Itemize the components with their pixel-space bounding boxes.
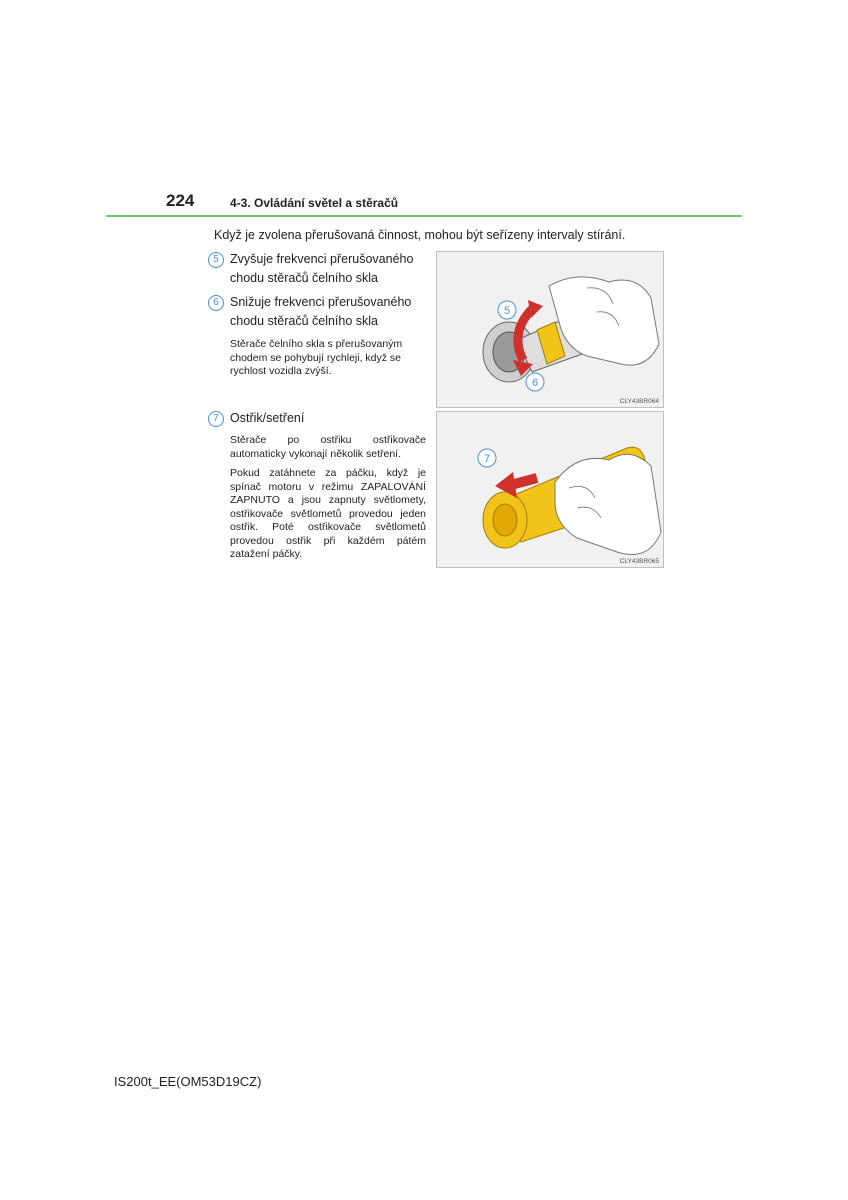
callout-number-7: 7 [208, 411, 224, 427]
callout-number-5: 5 [503, 305, 511, 317]
figure-wiper-frequency [436, 251, 664, 408]
header-rule [106, 215, 742, 217]
item-text: Snižuje frekvenci přerušovaného chodu stěračů čelního skla [230, 295, 412, 328]
footer-model-code: IS200t_EE(OM53D19CZ) [114, 1074, 262, 1089]
item-text: Zvyšuje frekvenci přerušovaného chodu stěračů čelního skla [230, 252, 414, 285]
note-washer-headlights: Pokud zatáhnete za páčku, když je spínač motoru v režimu ZAPALOVÁNÍ ZAPNUTO a jsou zapnuty světlomety, ostřikovače světlometů provedou jeden ostřik. Poté ostřikovače světlometů provedou ostřik při každém pátém zatažení páčky. [230, 467, 426, 560]
callout-number-6: 6 [208, 295, 224, 311]
page-number: 224 [166, 191, 195, 210]
item-text: Ostřik/setření [230, 411, 305, 425]
washer-lever-illustration [437, 412, 663, 567]
note-speed: Stěrače čelního skla s přerušovaným chodem se pohybují rychleji, když se rychlost vozidla zvýší. [230, 338, 403, 377]
figure-washer [436, 411, 664, 568]
note-washer-auto: Stěrače po ostřiku ostřikovače automaticky vykonají několik setření. [230, 434, 426, 460]
callout-number-6: 6 [531, 377, 539, 389]
callout-number-5: 5 [208, 252, 224, 268]
wiper-lever-illustration [437, 252, 663, 407]
figure-code: CLY43BR064 [619, 398, 659, 405]
callout-number-7: 7 [483, 453, 491, 465]
list-item-6 [208, 293, 426, 331]
figure-code: CLY43BR065 [619, 558, 659, 565]
intro-text: Když je zvolena přerušovaná činnost, mohou být seřízeny intervaly stírání. [214, 228, 626, 242]
list-item-7 [208, 409, 426, 428]
list-item-5 [208, 250, 426, 288]
section-title: 4-3. Ovládání světel a stěračů [230, 196, 399, 210]
